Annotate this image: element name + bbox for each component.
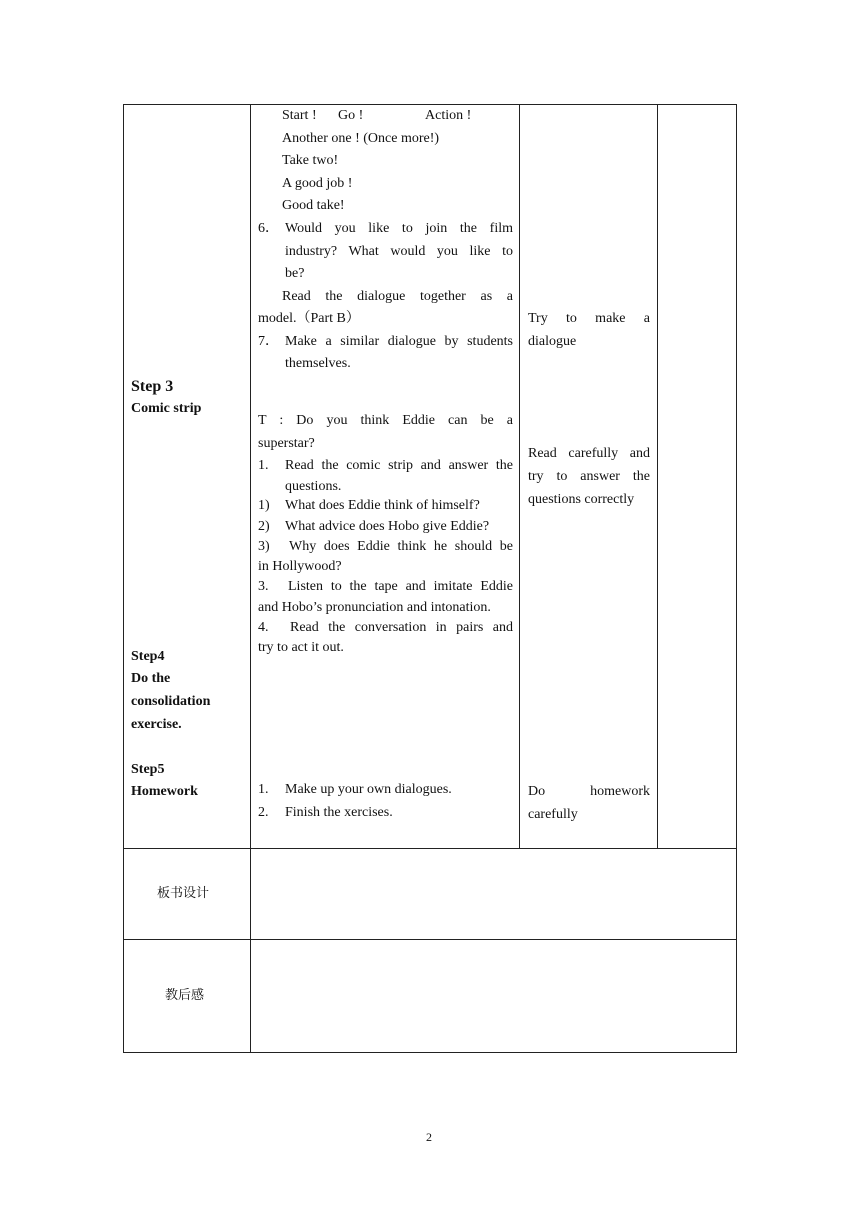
model-line1: Read the dialogue together as a (282, 289, 513, 304)
table-divider-col1 (250, 104, 251, 1053)
student-read-line3: questions correctly (528, 492, 635, 507)
student-homework-line2: carefully (528, 807, 578, 822)
table-border-left (123, 104, 124, 1053)
board-design-label: 板书设计 (157, 886, 210, 901)
item-7-line1: Make a similar dialogue by students (285, 334, 513, 349)
step4-title: Step4 (131, 649, 165, 664)
homework-item-2: Finish the xercises. (285, 805, 393, 820)
comic-item-1-line2: questions. (285, 479, 342, 494)
step3-title: Step 3 (131, 378, 174, 395)
homework-item-2-number: 2. (258, 805, 269, 820)
step3-subtitle: Comic strip (131, 401, 202, 416)
sub-question-2: What advice does Hobo give Eddie? (285, 519, 490, 534)
table-divider-row1 (123, 848, 737, 849)
table-divider-row2 (123, 939, 737, 940)
student-homework-line1: Do homework (528, 784, 650, 799)
sub-question-1-number: 1) (258, 498, 270, 513)
item-6-number: 6． (258, 221, 279, 236)
comic-item-1-number: 1. (258, 458, 269, 473)
comic-item-4-line2: try to act it out. (258, 640, 344, 655)
page-number: 2 (426, 1130, 432, 1144)
comic-item-3-line2: and Hobo’s pronunciation and intonation. (258, 600, 491, 615)
question-eddie-line1: T : Do you think Eddie can be a (258, 413, 513, 428)
comic-item-3-line1: Listen to the tape and imitate Eddie (288, 579, 513, 594)
table-divider-col3 (657, 104, 658, 849)
sub-question-3-line2: in Hollywood? (258, 559, 342, 574)
step4-line1: Do the (131, 671, 171, 686)
item-7-line2: themselves. (285, 356, 351, 371)
phrase-take-two: Take two! (282, 153, 339, 168)
step5-subtitle: Homework (131, 784, 198, 799)
table-border-bottom (123, 1052, 737, 1053)
step5-title: Step5 (131, 762, 165, 777)
phrase-start: Start ! (282, 108, 317, 123)
phrase-good-take: Good take! (282, 198, 345, 213)
step4-line3: exercise. (131, 717, 182, 732)
sub-question-3-number: 3) (258, 539, 270, 554)
table-divider-col2 (519, 104, 520, 849)
comic-item-1-line1: Read the comic strip and answer the (285, 458, 513, 473)
student-read-line1: Read carefully and (528, 446, 650, 461)
sub-question-1: What does Eddie think of himself? (285, 498, 480, 513)
reflection-label: 教后感 (165, 988, 205, 1003)
student-read-line2: try to answer the (528, 469, 650, 484)
student-make-dialogue-line2: dialogue (528, 334, 577, 349)
model-line2: model.（Part B） (258, 311, 360, 326)
item-6-line3: be? (285, 266, 305, 281)
homework-item-1-number: 1. (258, 782, 269, 797)
table-border-right (736, 104, 737, 1053)
phrase-another-one: Another one ! (Once more!) (282, 131, 440, 146)
homework-item-1: Make up your own dialogues. (285, 782, 452, 797)
sub-question-3-line1: Why does Eddie think he should be (289, 539, 513, 554)
phrase-go: Go ! (338, 108, 364, 123)
comic-item-3-number: 3. (258, 579, 269, 594)
table-border-top (123, 104, 737, 105)
sub-question-2-number: 2) (258, 519, 270, 534)
student-make-dialogue-line1: Try to make a (528, 311, 650, 326)
comic-item-4-line1: Read the conversation in pairs and (290, 620, 513, 635)
item-7-number: 7． (258, 334, 279, 349)
item-6-line2: industry? What would you like to (285, 244, 513, 259)
step4-line2: consolidation (131, 694, 211, 709)
phrase-action: Action ! (425, 108, 472, 123)
comic-item-4-number: 4. (258, 620, 269, 635)
phrase-good-job: A good job ! (282, 176, 353, 191)
question-eddie-line2: superstar? (258, 436, 315, 451)
item-6-line1: Would you like to join the film (285, 221, 513, 236)
